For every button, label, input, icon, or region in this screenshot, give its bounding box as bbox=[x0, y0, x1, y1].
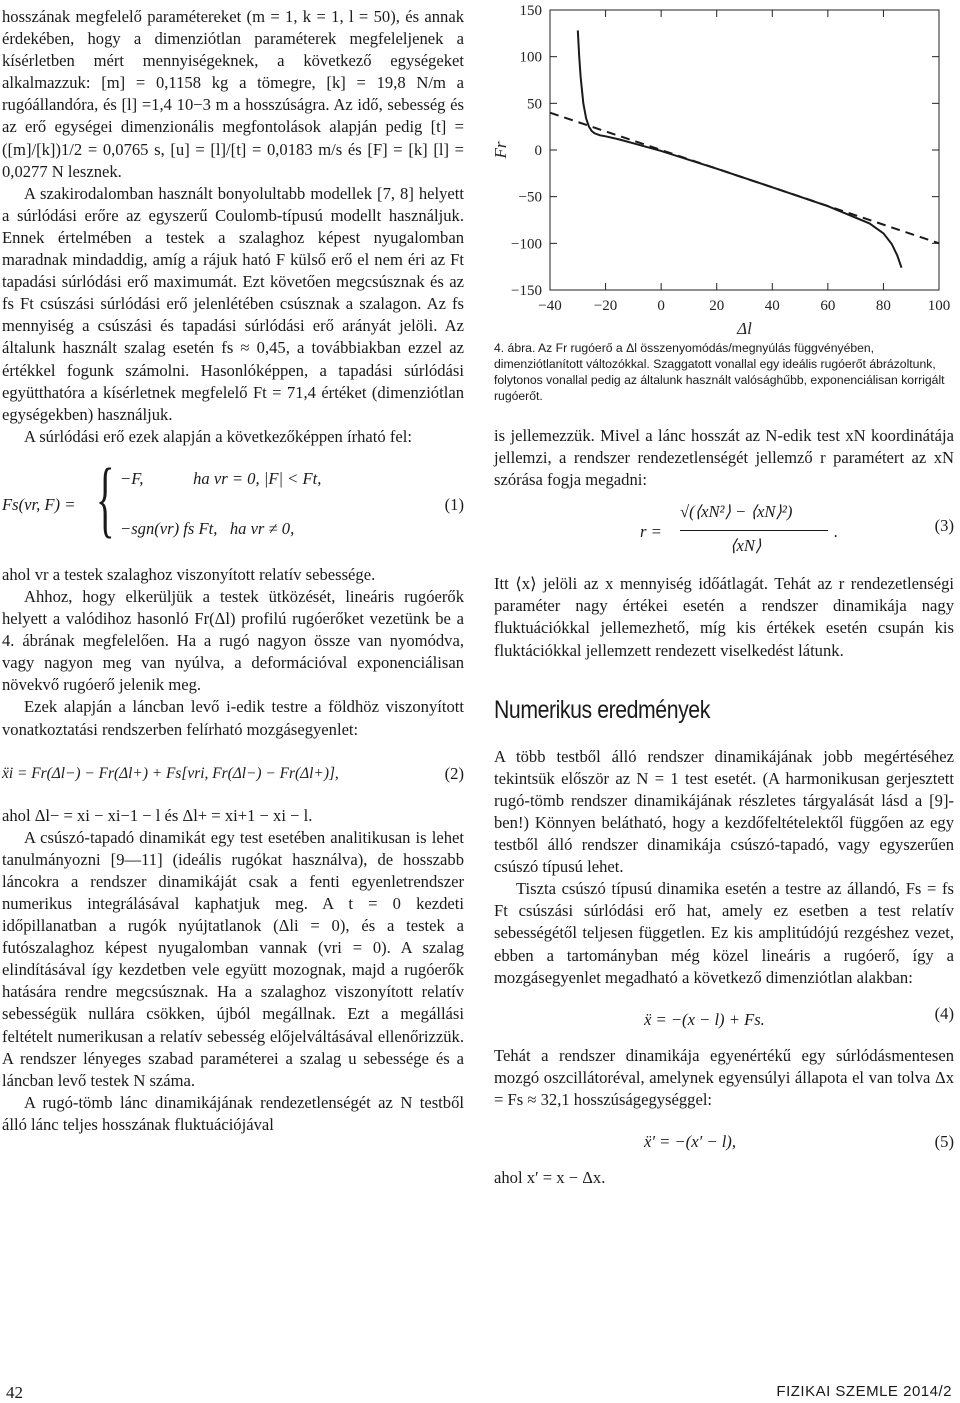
y-tick-label: 100 bbox=[519, 49, 542, 66]
paragraph: Tehát a rendszer dinamikája egyenértékű egy súrlódásmentesen mozgó oszcillátoréval, amelynek egyensúlyi állapota el van tolva Δx = Fs ≈ 32,1 hosszúságegységgel: bbox=[494, 1045, 954, 1109]
x-tick-label: 100 bbox=[927, 298, 951, 314]
equation-4 bbox=[494, 995, 954, 1045]
x-tick-label: 0 bbox=[657, 298, 665, 314]
spring-force-chart bbox=[491, 0, 954, 340]
paragraph: hosszának megfelelő paramétereket (m = 1, k = 1, l = 50), és annak érdekében, hogy a dimenziótlan paraméterek megfeleljenek a kísérletben mért mennyiségeknek, a következő egységeket alkalmazzuk: [m] = 0,1158 kg a tömegre, [k] = 19,8 N/m a rugóállandóra, és [l] =1,4 10−3 m a hosszúságra. Az idő, sebesség és az erő egységei dimenzionális megfontolások alapján pedig [t] = ([m]/[k])1/2 = 0,0765 s, [u] = [l]/[t] = 0,0183 m/s és [F] = [k] [l] = 0,0277 N lesznek. bbox=[2, 7, 464, 181]
x-tick-label: 80 bbox=[875, 298, 891, 314]
equation-3-numerator: √(⟨xN²⟩ − ⟨xN⟩²) bbox=[680, 502, 793, 522]
x-tick-label: −20 bbox=[593, 298, 618, 314]
equation-3-lhs: r = bbox=[640, 522, 662, 542]
equation-1-lhs: Fs(vr, F) = bbox=[2, 494, 76, 514]
plot-frame bbox=[550, 10, 939, 290]
paragraph: A csúszó-tapadó dinamikát egy test esetében analitikusan is lehet tanulmányozni [9—11] (ideális rugókat használva), de hosszabb láncokra a rendszer dinamikáját csak a fenti egyenletrendszer numerikus integrálásával kaphatjuk meg. A t = 0 kezdeti időpillanatban a rugók nyújtatlanok (Δli = 0), és a testek a futószalaghoz képest nyugalomban vannak (vri = 0). A szalag elindításával így kezdetben vele együtt mozognak, majd a rugóerők hatására rendre megcsúsznak. Ha a szalaghoz viszonyított relatív sebességük nullára csökken, újból megállnak. Ezt a megállási feltételt numerikusan a relatív sebesség előjelváltásával ellenőrizzük. A rendszer lényeges szabad paraméterei a szalag u sebessége és a láncban levő testek N száma. bbox=[2, 827, 464, 1090]
x-tick-label: −40 bbox=[538, 298, 562, 314]
y-tick-label: 0 bbox=[534, 143, 542, 159]
x-tick-label: 60 bbox=[820, 298, 836, 314]
y-tick-label: 150 bbox=[519, 3, 542, 19]
equation-5 bbox=[494, 1117, 954, 1167]
journal-name: FIZIKAI SZEMLE 2014/2 bbox=[776, 1383, 952, 1400]
paragraph: Ezek alapján a láncban levő i-edik testre a földhöz viszonyított vonatkoztatási rendszerben felírható mozgásegyenlet: bbox=[2, 697, 464, 739]
paragraph: Ahhoz, hogy elkerüljük a testek ütközését, lineáris rugóerők helyett a valódihoz hasonló Fr(Δl) profilú rugóerőket vezetünk be a 4. ábrának megfelelően. Ha a rugó nagyon össze van nyomódva, vagy nagyon meg van nyúlva, a deformációval exponenciálisan növekvő rugóerő jelenik meg. bbox=[2, 586, 464, 695]
section-title: Numerikus eredmények bbox=[494, 695, 710, 724]
paragraph: ahol Δl− = xi − xi−1 − l és Δl+ = xi+1 − xi − l. bbox=[2, 805, 313, 825]
paragraph: Itt ⟨x⟩ jelöli az x mennyiség időátlagát. Tehát az r rendezetlenségi paraméter nagy értékei esetén a rendszer dinamikája nagy fluktuációkkal jellemezhető, míg kis értékek esetén csupán kis fluktációkkal jellemzett rendezett viselkedést látunk. bbox=[494, 574, 954, 660]
x-tick-label: 40 bbox=[764, 298, 780, 314]
equation-4-body: ẍ = −(x − l) + Fs. bbox=[644, 1009, 765, 1029]
y-axis-label: Fr bbox=[491, 141, 510, 159]
paragraph: ahol x′ = x − Δx. bbox=[494, 1167, 606, 1187]
equation-3-denominator: ⟨xN⟩ bbox=[730, 536, 762, 556]
paragraph: Tiszta csúszó típusú dinamika esetén a testre az állandó, Fs = fs Ft csúszási súrlódási erő hat, amely ez esetben a test relatív sebességétől teljesen független. Ez kis amplitúdójú rezgéshez vezet, ebben a tartományban még közel lineáris a rugóerő, így a mozgásegyenlet megadható a következő dimenziótlan alakban: bbox=[494, 879, 954, 987]
y-tick-label: 50 bbox=[527, 96, 542, 113]
right-column bbox=[494, 425, 954, 1189]
paragraph: A súrlódási erő ezek alapján a következőképpen írható fel: bbox=[24, 426, 412, 446]
equation-3 bbox=[494, 499, 954, 573]
equation-1-case2: −sgn(vr) fs Ft, ha vr ≠ 0, bbox=[120, 518, 295, 538]
equation-number: (3) bbox=[934, 516, 954, 536]
brace: { bbox=[96, 449, 115, 546]
paragraph: A szakirodalomban használt bonyolultabb modellek [7, 8] helyett a súrlódási erőre az egyszerű Coulomb-típusú modellt használjuk. Ennek értelmében a testek a szalaghoz képest nyugalomban maradnak mindaddig, amíg a rájuk ható F külső erő el nem éri az Ft tapadási súrlódási erő maximumát. Ezt követően megcsúsznak és az fs Ft csúszási súrlódási erő jelenlétében csúsznak a szalagon. Az fs mennyiség a csúszási és tapadási súrlódási erő arányát jelöli. Az általunk használt szalag esetén fs ≈ 0,45, a továbbiakban ezzel az értékkel fogunk számolni. Hasonlóképpen, a tapadási súrlódási együtthatóra a kísérletnek megfelelő Ft = 71,4 értéket (dimenziótlan egységekben) használjuk. bbox=[2, 183, 464, 424]
equation-3-tail: . bbox=[834, 522, 839, 542]
equation-number: (4) bbox=[934, 1003, 954, 1023]
equation-number: (5) bbox=[934, 1131, 954, 1151]
x-tick-label: 20 bbox=[709, 298, 725, 314]
equation-5-body: ẍ′ = −(x′ − l), bbox=[644, 1131, 736, 1151]
equation-1 bbox=[2, 449, 464, 558]
page-number: 42 bbox=[6, 1383, 23, 1402]
paragraph: is jellemezzük. Mivel a lánc hosszát az N-edik test xN koordinátája jellemzi, a rendszer rendezetlenségét jellemző r paramétert az xN szórása fogja megadni: bbox=[494, 426, 954, 490]
paragraph: A több testből álló rendszer dinamikájának jobb megértéséhez tekintsük először az N = 1 test esetét. (A harmonikusan gerjesztett rugó-tömb rendszer dinamikájának részletes tárgyalását lásd a [9]-ben!) Könnyen belátható, hogy a kezdőfeltételektől függően az egy testből álló rendszer dinamikája csúszó-tapadó, vagy egyszerűen csúszó típusú lehet. bbox=[494, 746, 954, 877]
figure-4 bbox=[491, 0, 954, 340]
fraction-bar bbox=[680, 530, 828, 531]
paragraph: A rugó-tömb lánc dinamikájának rendezetlenségét az N testből álló lánc teljes hosszának fluktuációjával bbox=[2, 1092, 464, 1134]
equation-2-body: ẍi = Fr(Δl−) − Fr(Δl+) + Fs[vri, Fr(Δl−) − Fr(Δl+)], bbox=[2, 764, 339, 782]
left-column bbox=[2, 6, 464, 1136]
corrected-spring-curve bbox=[578, 30, 902, 267]
x-axis-label: Δl bbox=[737, 319, 752, 338]
equation-2 bbox=[2, 749, 464, 805]
equation-number: (1) bbox=[444, 494, 464, 514]
paragraph: ahol vr a testek szalaghoz viszonyított relatív sebessége. bbox=[2, 564, 376, 584]
y-tick-label: −100 bbox=[511, 236, 542, 253]
y-tick-label: −150 bbox=[511, 283, 542, 299]
figure-caption: 4. ábra. Az Fr rugóerő a Δl összenyomódás/megnyúlás függvényében, dimenziótlanított változókkal. Szaggatott vonallal egy ideális rugóerőt ábrázoltunk, folytonos vonallal pedig az általunk használt valósághűbb, exponenciálisan korrigált rugóerőt. bbox=[494, 341, 945, 403]
y-tick-label: −50 bbox=[518, 189, 542, 206]
equation-number: (2) bbox=[444, 763, 464, 783]
equation-1-case1: −F, ha vr = 0, |F| < Ft, bbox=[120, 468, 322, 488]
